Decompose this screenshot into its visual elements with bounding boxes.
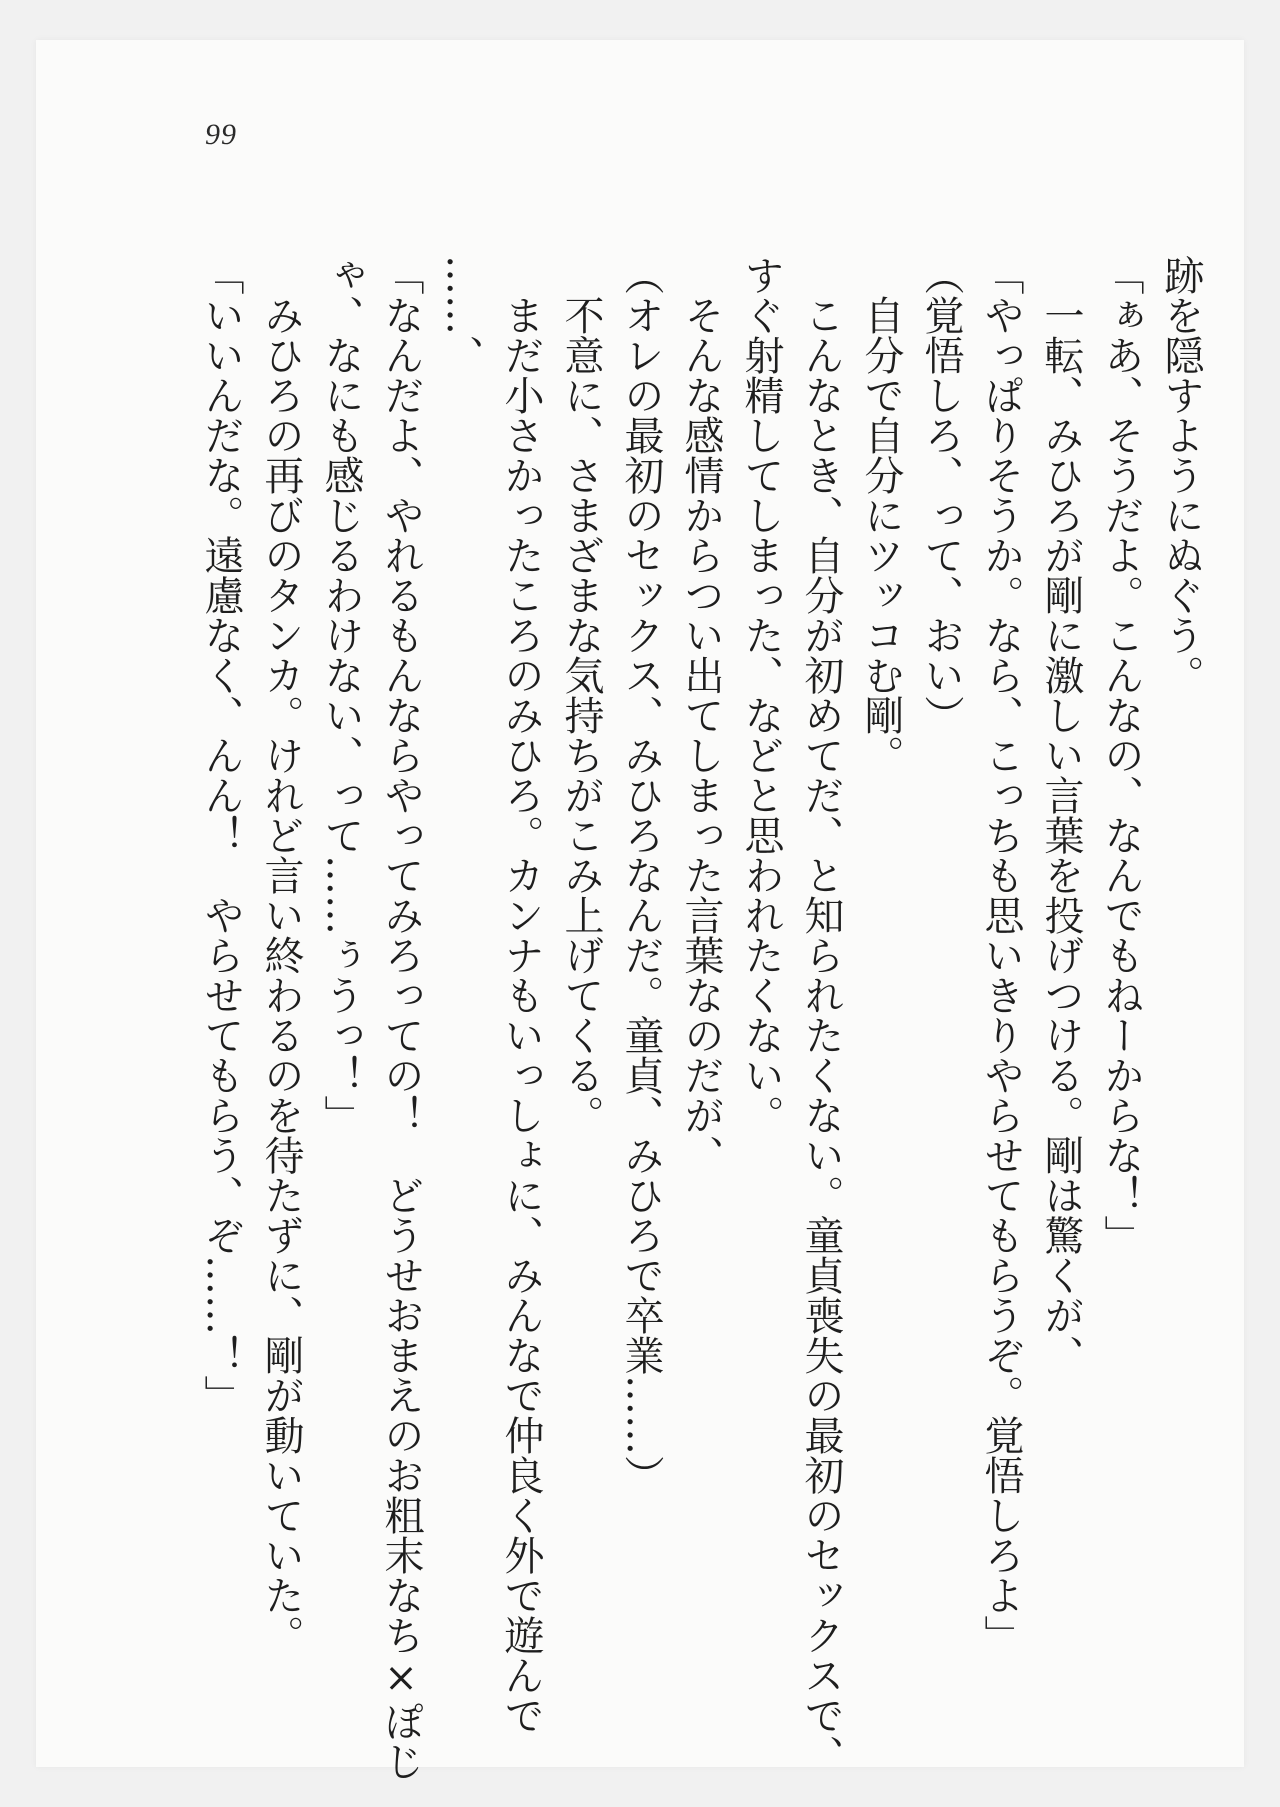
- text-line-9: そんな感情からつい出てしまった言葉なのだが、: [678, 255, 724, 1175]
- text-line-15: ゃ、なにも感じるわけない、って……ぅうっ！」: [318, 255, 364, 1135]
- text-line-5: （覚悟しろ、って、おい）: [918, 255, 964, 735]
- text-line-3: 一転、みひろが剛に激しい言葉を投げつける。剛は驚くが、: [1038, 255, 1084, 1375]
- text-line-1: 跡を隠すようにぬぐう。: [1158, 255, 1204, 695]
- text-line-13: ……、: [438, 255, 484, 375]
- text-line-17: 「いいんだな。遠慮なく、んん！ やらせてもらう、ぞ……！」: [198, 255, 244, 1415]
- text-line-2: 「ぁあ、そうだよ。こんなの、なんでもねーからな！」: [1098, 255, 1144, 1255]
- text-line-12: まだ小さかったころのみひろ。カンナもいっしょに、みんなで仲良く外で遊んで: [498, 255, 544, 1735]
- text-line-16: みひろの再びのタンカ。けれど言い終わるのを待たずに、剛が動いていた。: [258, 255, 304, 1655]
- text-line-4: 「やっぱりそうか。なら、こっちも思いきりやらせてもらうぞ。覚悟しろよ」: [978, 255, 1024, 1655]
- text-line-11: 不意に、さまざまな気持ちがこみ上げてくる。: [558, 255, 604, 1135]
- text-line-14: 「なんだよ、やれるもんならやってみろっての！ どうせおまえのお粗末なち×ぽじ: [378, 255, 424, 1781]
- text-line-7: こんなとき、自分が初めてだ、と知られたくない。童貞喪失の最初のセックスで、: [798, 255, 844, 1775]
- text-line-8: すぐ射精してしまった、などと思われたくない。: [738, 255, 784, 1135]
- text-line-6: 自分で自分にツッコむ剛。: [858, 255, 904, 775]
- text-line-10: （オレの最初のセックス、みひろなんだ。童貞、みひろで卒業……）: [618, 255, 664, 1495]
- page-number: 99: [205, 118, 237, 151]
